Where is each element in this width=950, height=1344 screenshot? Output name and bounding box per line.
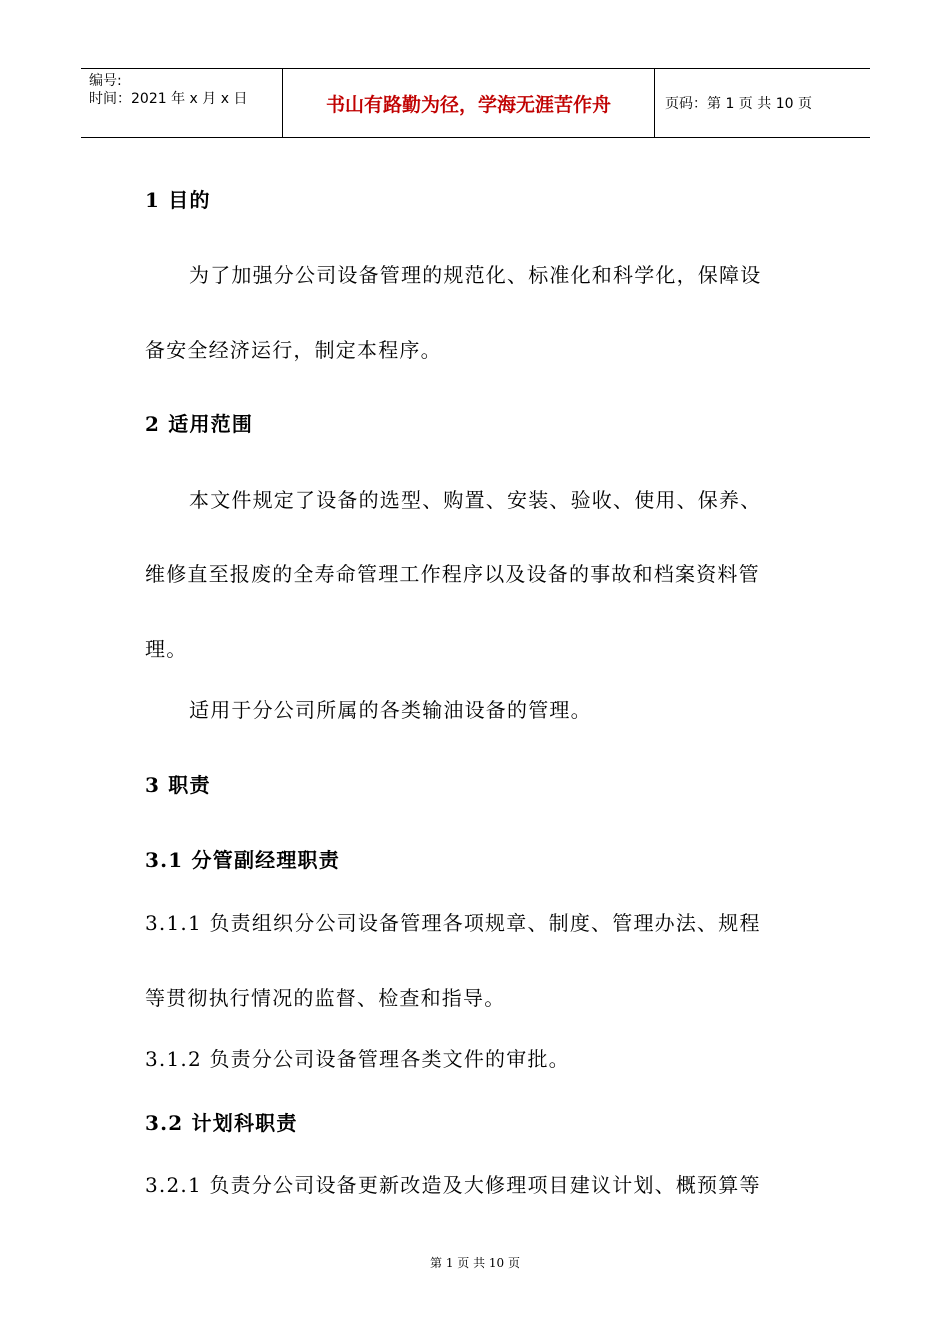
paragraph-line: 维修直至报废的全寿命管理工作程序以及设备的事故和档案资料管 <box>145 562 760 586</box>
paragraph-line: 备安全经济运行，制定本程序。 <box>145 338 442 362</box>
paragraph-line: 3.1.1 负责组织分公司设备管理各项规章、制度、管理办法、规程 <box>145 911 761 935</box>
paragraph-line: 3.1.2 负责分公司设备管理各类文件的审批。 <box>145 1047 570 1071</box>
section-heading-scope: 2 适用范围 <box>145 412 254 436</box>
paragraph-line: 理。 <box>145 637 188 661</box>
document-time-label: 时间：2021 年 x 月 x 日 <box>89 91 248 107</box>
paragraph-line: 为了加强分公司设备管理的规范化、标准化和科学化，保障设 <box>189 263 762 287</box>
document-header <box>81 68 870 138</box>
subsection-heading: 3.2 计划科职责 <box>145 1111 298 1135</box>
paragraph-line: 3.2.1 负责分公司设备更新改造及大修理项目建议计划、概预算等 <box>145 1173 761 1197</box>
header-page-label: 页码：第 1 页 共 10 页 <box>665 96 812 112</box>
header-meta-cell <box>81 69 283 137</box>
document-number-label: 编号: <box>89 73 122 89</box>
paragraph-line: 等贯彻执行情况的监督、检查和指导。 <box>145 986 506 1010</box>
page-footer: 第 1 页 共 10 页 <box>430 1256 520 1270</box>
section-heading-purpose: 1 目的 <box>145 188 211 212</box>
header-motto: 书山有路勤为径，学海无涯苦作舟 <box>283 69 655 137</box>
subsection-heading: 3.1 分管副经理职责 <box>145 848 340 872</box>
paragraph-line: 本文件规定了设备的选型、购置、安装、验收、使用、保养、 <box>189 488 762 512</box>
paragraph-line: 适用于分公司所属的各类输油设备的管理。 <box>189 698 592 722</box>
section-heading-duties: 3 职责 <box>145 773 211 797</box>
